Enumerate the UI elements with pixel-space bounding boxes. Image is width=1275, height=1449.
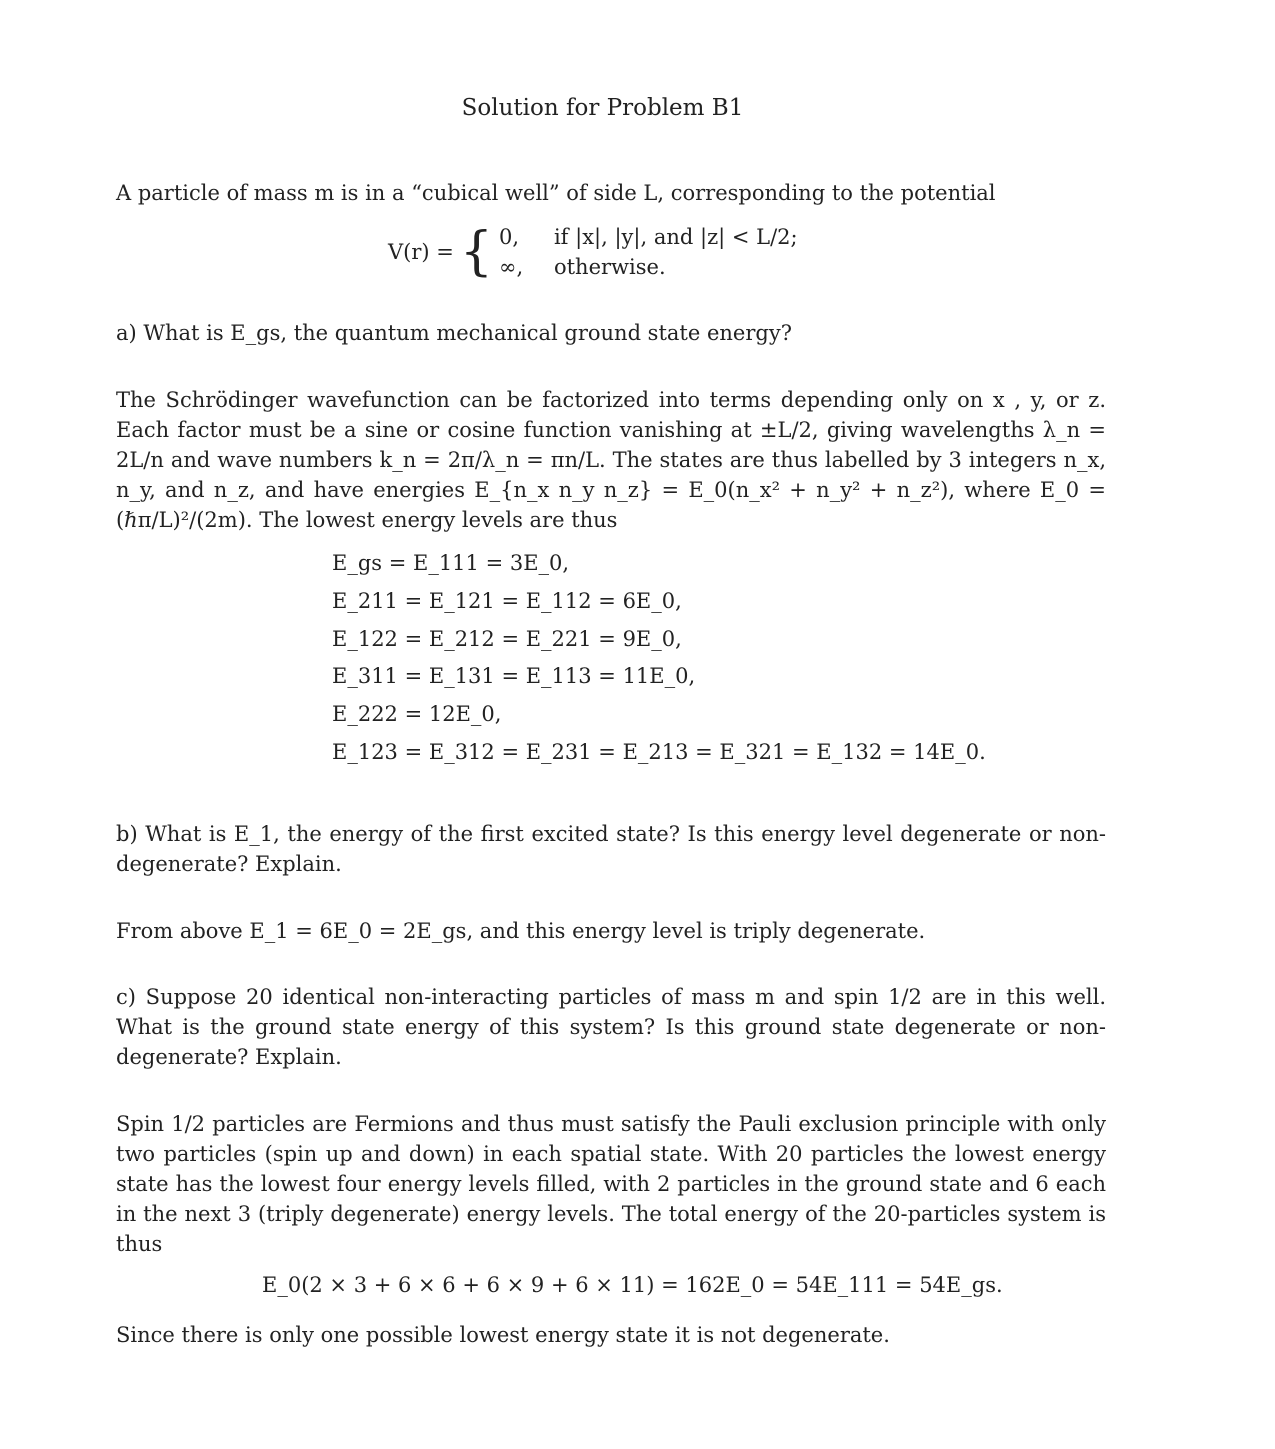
answer-b: From above E_1 = 6E_0 = 2E_gs, and this energy level is triply degenerate.	[116, 919, 926, 943]
case1-value: 0,	[498, 225, 520, 249]
potential-equation	[388, 222, 798, 282]
case2-value: ∞,	[498, 255, 524, 279]
brace-symbol: {	[459, 222, 493, 282]
energy-levels-list	[332, 545, 986, 772]
page-title: Solution for Problem B1	[461, 95, 744, 121]
potential-lhs: V(r) =	[388, 240, 454, 264]
case1-condition: if |x|, |y|, and |z| < L/2;	[553, 225, 798, 249]
total-energy-equation: E_0(2 × 3 + 6 × 6 + 6 × 9 + 6 × 11) = 162E_0 = 54E_111 = 54E_gs.	[262, 1273, 1003, 1297]
energy-level: E_gs = E_111 = 3E_0,	[332, 551, 570, 575]
answer-a: The Schrödinger wavefunction can be factorized into terms depending only on x , y, or z. Each factor must be a sine or cosine function vanishing at ±L/2, giving wavelengths λ_n = 2L/n and wave numbers k_n = 2π/λ_n = πn/L. The states are thus labelled by 3 integers n_x, n_y, and n_z, and have energies E_{n_x n_y n_z} = E_0(n_x² + n_y² + n_z²), where E_0 = (ℏπ/L)²/(2m). The lowest energy levels are thus	[116, 388, 1106, 532]
energy-level: E_222 = 12E_0,	[332, 702, 502, 727]
energy-level: E_211 = E_121 = E_112 = 6E_0,	[332, 588, 682, 613]
potential-cases	[499, 222, 798, 282]
potential-case-1	[499, 225, 798, 249]
conclusion-c: Since there is only one possible lowest energy state it is not degenerate.	[116, 1323, 890, 1347]
answer-c: Spin 1/2 particles are Fermions and thus must satisfy the Pauli exclusion principle with only two particles (spin up and down) in each spatial state. With 20 particles the lowest energy state has the lowest four energy levels filled, with 2 particles in the ground state and 6 each in the next 3 (triply degenerate) energy levels. The total energy of the 20-particles system is thus	[116, 1112, 1106, 1256]
energy-level: E_123 = E_312 = E_231 = E_213 = E_321 = E_132 = 14E_0.	[332, 739, 986, 764]
energy-level: E_311 = E_131 = E_113 = 11E_0,	[332, 664, 696, 689]
question-a: a) What is E_gs, the quantum mechanical ground state energy?	[116, 321, 792, 345]
case2-condition: otherwise.	[553, 255, 666, 279]
potential-case-2	[499, 255, 666, 279]
question-c: c) Suppose 20 identical non-interacting particles of mass m and spin 1/2 are in this well. What is the ground state energy of this system? Is this ground state degenerate or non-degenerate? Explain.	[116, 985, 1106, 1069]
energy-level: E_122 = E_212 = E_221 = 9E_0,	[332, 626, 682, 651]
intro-text: A particle of mass m is in a “cubical well” of side L, corresponding to the potential	[116, 181, 996, 205]
question-b: b) What is E_1, the energy of the first excited state? Is this energy level degenerate or non-degenerate? Explain.	[116, 822, 1106, 876]
